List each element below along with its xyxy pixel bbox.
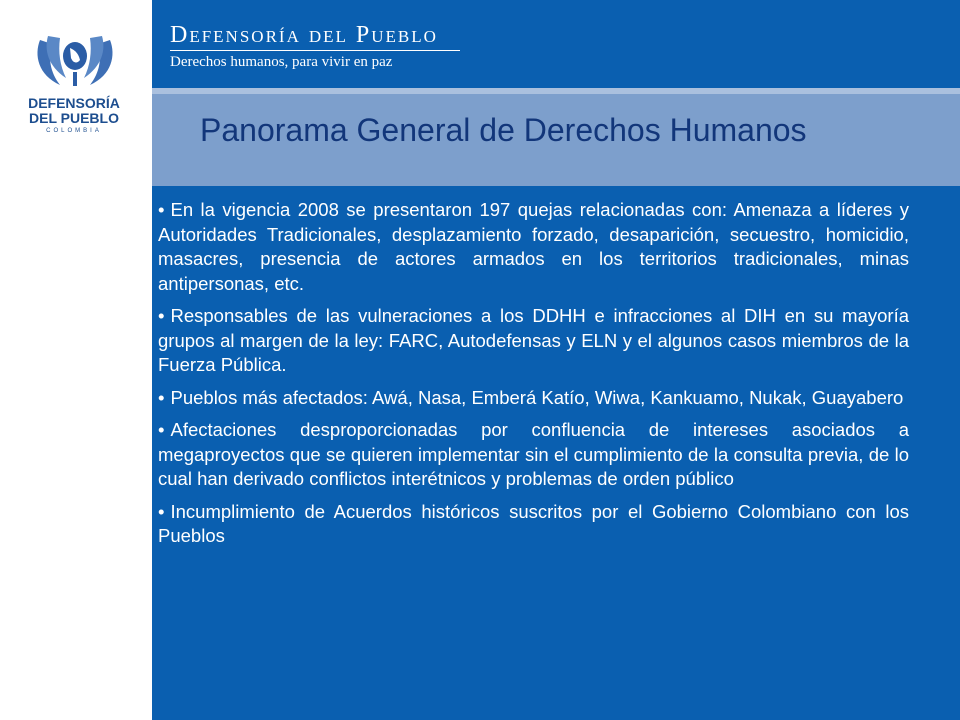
bullet-item xyxy=(158,386,909,411)
bullet-item xyxy=(158,500,909,549)
bullet-dot-icon: • xyxy=(158,305,165,326)
defensoria-logo-icon xyxy=(30,30,120,90)
brand-subtitle: Derechos humanos, para vivir en paz xyxy=(170,54,393,70)
brand-title: Defensoría del Pueblo xyxy=(170,22,438,48)
bullet-dot-icon: • xyxy=(158,500,165,522)
bullet-text: Incumplimiento de Acuerdos históricos suscritos por el Gobierno Colombiano con los Pueblos xyxy=(158,500,909,546)
bullet-item xyxy=(158,304,909,378)
logo-country: COLOMBIA xyxy=(46,128,102,134)
logo-text-line2: DEL PUEBLO xyxy=(29,110,119,126)
bullet-text: Responsables de las vulneraciones a los DDHH e infracciones al DIH en su mayoría grupos al margen de la ley: FARC, Autodefensas y ELN y el algunos casos miembros de la Fuerza Pública. xyxy=(158,305,909,375)
title-accent xyxy=(152,88,960,94)
bullet-dot-icon: • xyxy=(158,199,165,220)
logo-panel xyxy=(0,0,148,720)
bullet-list xyxy=(158,198,909,557)
brand xyxy=(170,22,460,71)
bullet-dot-icon: • xyxy=(158,419,165,440)
title-bar xyxy=(152,88,960,186)
top-banner xyxy=(152,0,960,88)
page-title: Panorama General de Derechos Humanos xyxy=(200,112,807,148)
bullet-item xyxy=(158,198,909,296)
bullet-text: En la vigencia 2008 se presentaron 197 quejas relacionadas con: Amenaza a líderes y Autoridades Tradicionales, desplazamiento forzado, desaparición, secuestro, homicidio, masacres, presencia de actores armados en los territorios tradicionales, minas antipersonas, etc. xyxy=(158,199,909,294)
bullet-dot-icon: • xyxy=(158,386,165,408)
bullet-text: Pueblos más afectados: Awá, Nasa, Emberá Katío, Wiwa, Kankuamo, Nukak, Guayabero xyxy=(170,386,904,408)
bullet-text: Afectaciones desproporcionadas por confluencia de intereses asociados a megaproyectos que se quieren implementar sin el cumplimiento de la consulta previa, de lo cual han derivado conflictos interétnicos y problemas de orden público xyxy=(158,419,909,489)
logo-text-line1: DEFENSORÍA xyxy=(28,95,120,111)
bullet-item xyxy=(158,418,909,492)
brand-rule xyxy=(170,50,460,51)
